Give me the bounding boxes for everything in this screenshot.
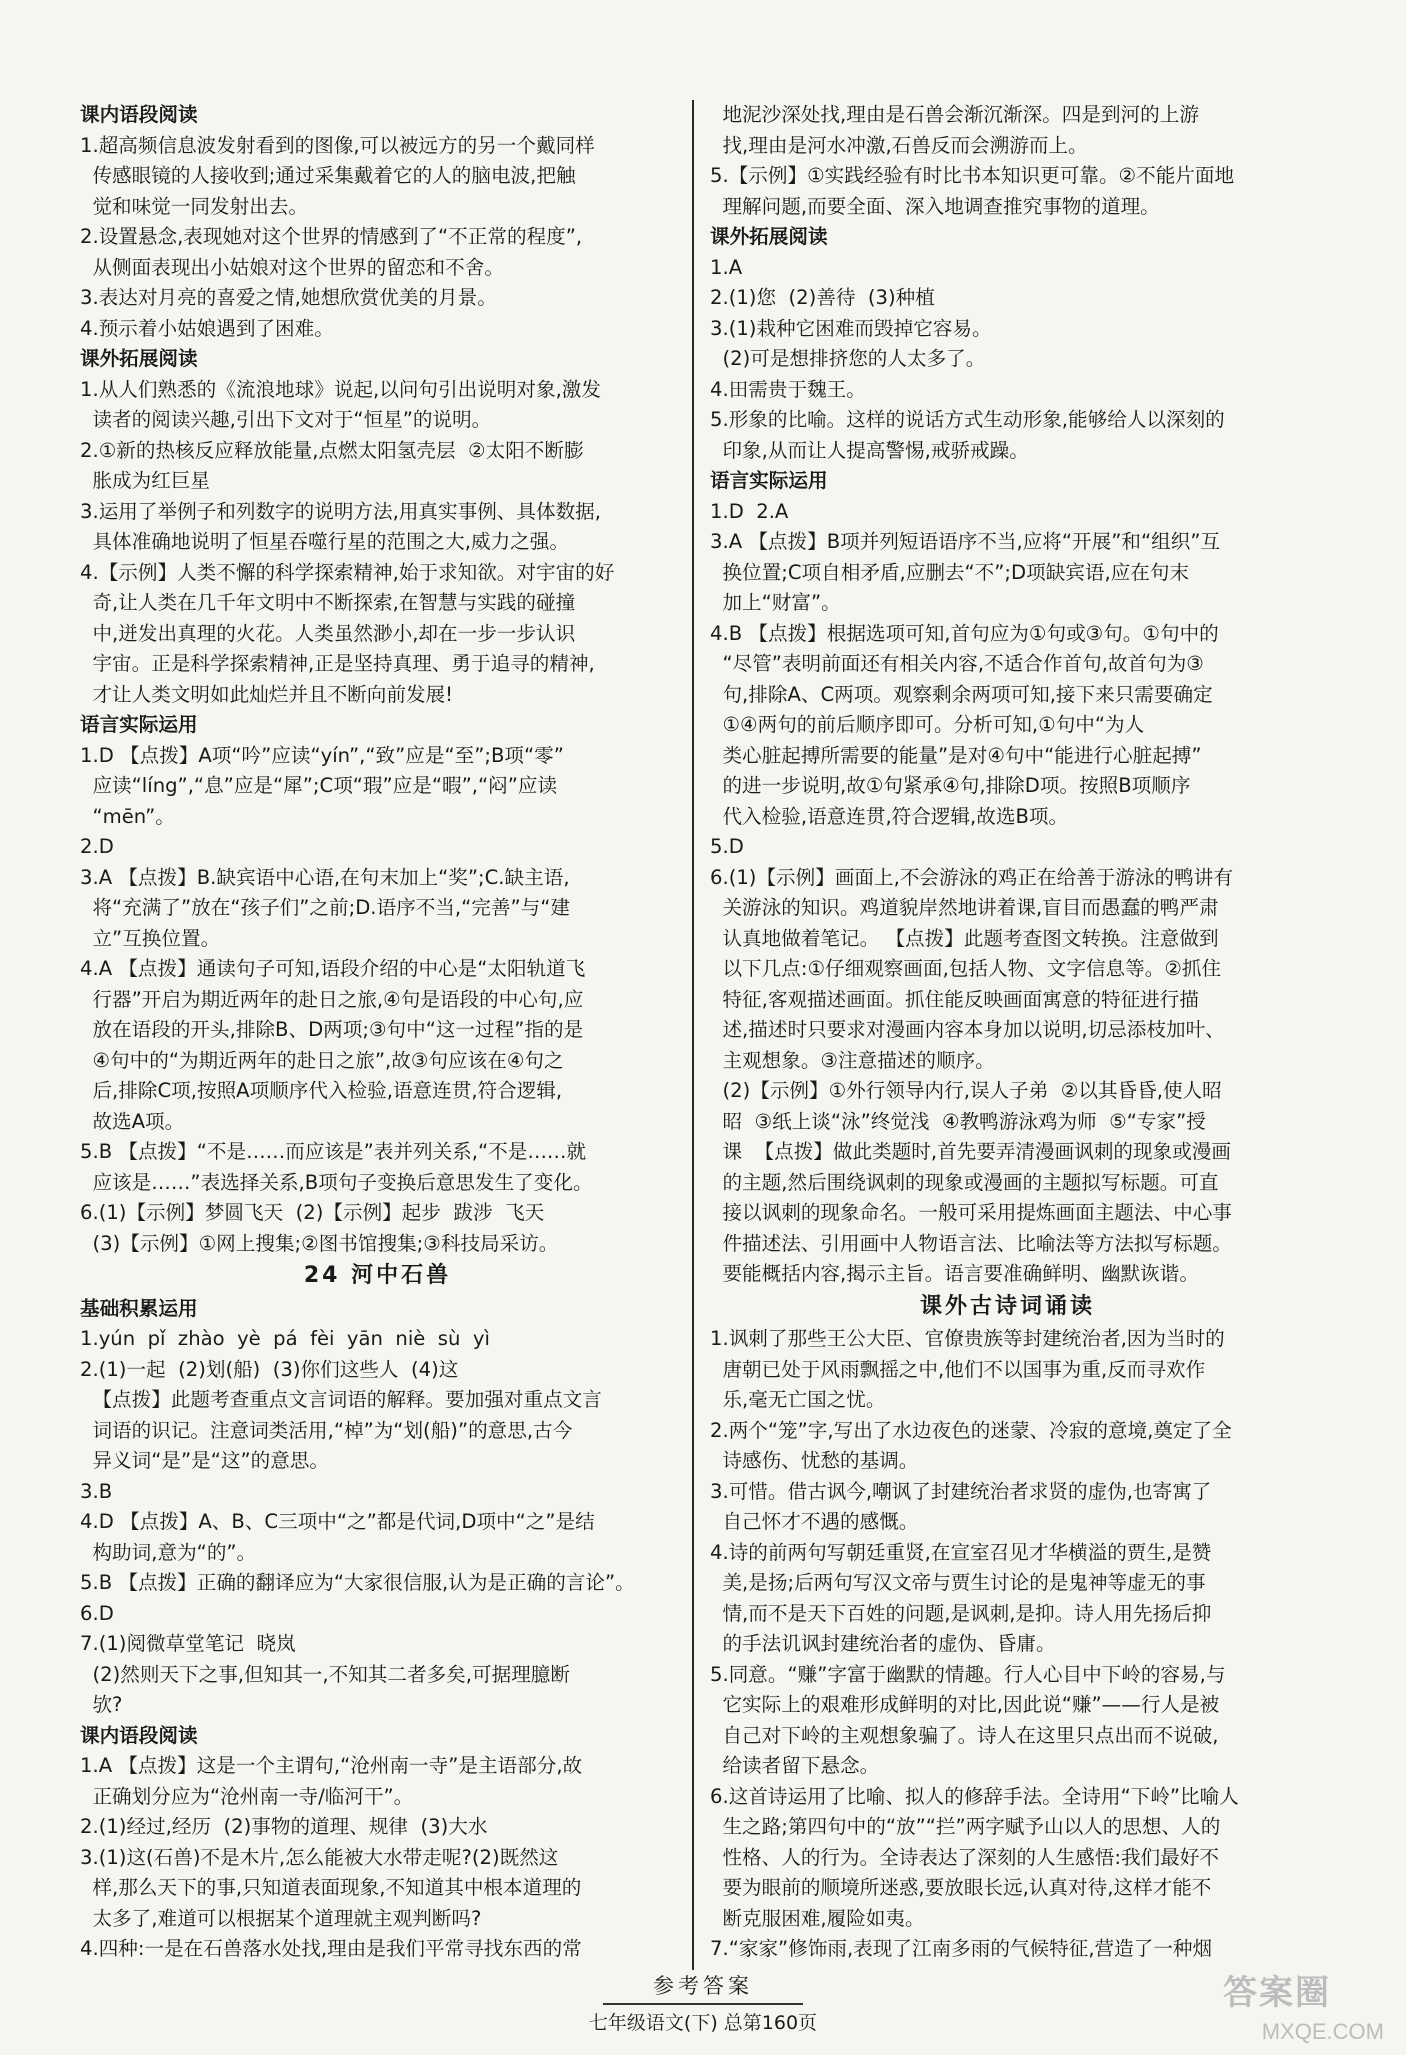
page-footer	[0, 1970, 1406, 2035]
answer-item: 4.诗的前两句写朝廷重贤,在宣室召见才华横溢的贾生,是赞 美,是扬;后两句写汉文帝与贾生讨论的是鬼神等虚无的事 情,而不是天下百姓的问题,是讽刺,是抑。诗人用先扬后抑 的手法讥讽封建统治者的虚伪、昏庸。	[710, 1540, 1212, 1655]
answer-item: 5.B 【点拨】“不是……而应该是”表并列关系,“不是……就 应该是……”表选择关系,B项句子变换后意思发生了变化。	[80, 1140, 593, 1194]
answer-item: 3.B	[80, 1479, 113, 1503]
answer-item: 4.【示例】人类不懈的科学探索精神,始于求知欲。对宇宙的好 奇,让人类在几千年文明中不断探索,在智慧与实践的碰撞 中,迸发出真理的火花。人类虽然渺小,却在一步一步认识 宇宙。正是科学探索精神,正是坚持真理、勇于追寻的精神, 才让人类文明如此灿烂并且不断向前发展!	[80, 560, 615, 706]
answer-item: 2.两个“笼”字,写出了水边夜色的迷蒙、冷寂的意境,奠定了全 诗感伤、忧愁的基调。	[710, 1418, 1232, 1472]
answer-item: 7.(1)阅微草堂笔记 晓岚 (2)然则天下之事,但知其一,不知其二者多矣,可据理臆断 欤?	[80, 1632, 570, 1716]
answer-item: 5.同意。“赚”字富于幽默的情趣。行人心目中下岭的容易,与 它实际上的艰难形成鲜明的对比,因此说“赚”——行人是被 自己对下岭的主观想象骗了。诗人在这里只点出而不说破, 给读者留下悬念。	[710, 1662, 1226, 1777]
answer-item: 3.表达对月亮的喜爱之情,她想欣赏优美的月景。	[80, 286, 497, 309]
answer-item: 3.运用了举例子和列数字的说明方法,用真实事例、具体数据, 具体准确地说明了恒星吞噬行星的范围之大,威力之强。	[80, 499, 601, 553]
answer-item: 4.D 【点拨】A、B、C三项中“之”都是代词,D项中“之”是结 构助词,意为“的”。	[80, 1510, 595, 1564]
answer-item: 7.“家家”修饰雨,表现了江南多雨的气候特征,营造了一种烟	[710, 1937, 1213, 1960]
answer-item: 5.形象的比喻。这样的说话方式生动形象,能够给人以深刻的 印象,从而让人提高警惕,戒骄戒躁。	[710, 408, 1225, 462]
answer-item: 2.①新的热核反应释放能量,点燃太阳氢壳层 ②太阳不断膨 胀成为红巨星	[80, 438, 584, 492]
section-heading: 课外拓展阅读	[710, 225, 828, 248]
footer-page-info: 七年级语文(下) 总第160页	[588, 2012, 818, 2034]
answer-item: 3.(1)这(石兽)不是木片,怎么能被大水带走呢?(2)既然这 样,那么天下的事,只知道表面现象,不知道其中根本道理的 太多了,难道可以根据某个道理就主观判断吗?	[80, 1845, 582, 1930]
answer-item: 6.D	[80, 1601, 114, 1625]
answer-item: 5.B 【点拨】正确的翻译应为“大家很信服,认为是正确的言论”。	[80, 1571, 635, 1594]
answer-item: 1.讽刺了那些王公大臣、官僚贵族等封建统治者,因为当时的 唐朝已处于风雨飘摇之中,他们不以国事为重,反而寻欢作 乐,毫无亡国之忧。	[710, 1327, 1225, 1411]
answer-item: 2.D	[80, 835, 114, 858]
answer-item: 3.(1)栽种它困难而毁掉它容易。 (2)可是想排挤您的人太多了。	[710, 316, 992, 370]
answer-item: 5.【示例】①实践经验有时比书本知识更可靠。②不能片面地 理解问题,而要全面、深入地调查推究事物的道理。	[710, 164, 1235, 218]
answer-item: 1.A	[710, 255, 743, 279]
answer-item: 1.yún pǐ zhào yè pá fèi yān niè sù yì	[80, 1327, 490, 1350]
section-heading: 语言实际运用	[80, 713, 198, 736]
answer-item: 2.(1)一起 (2)划(船) (3)你们这些人 (4)这 【点拨】此题考查重点文言词语的解释。要加强对重点文言 词语的识记。注意词类活用,“棹”为“划(船)”的意思,古今 异义词“是”是“这”的意思。	[80, 1357, 602, 1472]
answer-item: 2.设置悬念,表现她对这个世界的情感到了“不正常的程度”, 从侧面表现出小姑娘对这个世界的留恋和不舍。	[80, 225, 583, 279]
watermark-logo	[1213, 1965, 1388, 2045]
answer-item: 1.从人们熟悉的《流浪地球》说起,以问句引出说明对象,激发 读者的阅读兴趣,引出下文对于“恒星”的说明。	[80, 377, 601, 431]
section-heading: 课内语段阅读	[80, 103, 198, 126]
section-heading: 语言实际运用	[710, 469, 828, 492]
answer-item: 1.超高频信息波发射看到的图像,可以被远方的另一个戴同样 传感眼镜的人接收到;通过采集戴着它的人的脑电波,把触 觉和味觉一同发射出去。	[80, 133, 595, 218]
footer-rule	[603, 2003, 803, 2005]
watermark-url: MXQE.COM	[1261, 2019, 1384, 2044]
answer-item: 3.A 【点拨】B.缺宾语中心语,在句末加上“奖”;C.缺主语, 将“充满了”放在“孩子们”之前;D.语序不当,“完善”与“建 立”互换位置。	[80, 865, 570, 950]
unit-title: 课外古诗词诵读	[919, 1293, 1095, 1319]
answer-item: 4.A 【点拨】通读句子可知,语段介绍的中心是“太阳轨道飞 行器”开启为期近两年的赴日之旅,④句是语段的中心句,应 放在语段的开头,排除B、D两项;③句中“这一过程”指的是 ④句中的“为期近两年的赴日之旅”,故③句应该在④句之 后,排除C项,按照A项顺序代入检验,语意连贯,符合逻辑, 故选A项。	[80, 957, 586, 1133]
answer-item: 3.A 【点拨】B项并列短语语序不当,应将“开展”和“组织”互 换位置;C项自相矛盾,应删去“不”;D项缺宾语,应在句末 加上“财富”。	[710, 530, 1221, 614]
answer-item: 1.A 【点拨】这是一个主谓句,“沧州南一寺”是主语部分,故 正确划分应为“沧州南一寺/临河干”。	[80, 1754, 583, 1808]
answer-item: 2.(1)您 (2)善待 (3)种植	[710, 286, 935, 309]
answer-item: 地泥沙深处找,理由是石兽会渐沉渐深。四是到河的上游 找,理由是河水冲激,石兽反而会溯游而上。	[722, 103, 1199, 157]
answer-item: 4.田需贵于魏王。	[710, 377, 866, 401]
section-heading: 课外拓展阅读	[80, 347, 198, 370]
section-heading: 基础积累运用	[80, 1296, 198, 1320]
answer-item: 4.预示着小姑娘遇到了困难。	[80, 316, 334, 340]
answer-item: 5.D	[710, 835, 744, 858]
right-column	[710, 100, 1305, 1960]
answer-item: 3.可惜。借古讽今,嘲讽了封建统治者求贤的虚伪,也寄寓了 自己怀才不遇的感慨。	[710, 1479, 1212, 1533]
left-column	[80, 100, 675, 1960]
footer-title: 参考答案	[653, 1974, 753, 1998]
answer-item: 6.(1)【示例】梦圆飞天 (2)【示例】起步 跋涉 飞天 (3)【示例】①网上搜集;②图书馆搜集;③科技局采访。	[80, 1201, 559, 1255]
answer-item: 4.四种:一是在石兽落水处找,理由是我们平常寻找东西的常	[80, 1937, 582, 1960]
answer-item: 4.B 【点拨】根据选项可知,首句应为①句或③句。①句中的 “尽管”表明前面还有相关内容,不适合作首句,故首句为③ 句,排除A、C两项。观察剩余两项可知,接下来只需要确定 ①④两句的前后顺序即可。分析可知,①句中“为人 类心脏起搏所需要的能量”是对④句中“能进行心脏起搏” 的进一步说明,故①句紧承④句,排除D项。按照B项顺序 代入检验,语意连贯,符合逻辑,故选B项。	[710, 621, 1219, 828]
answer-item: 2.(1)经过,经历 (2)事物的道理、规律 (3)大水	[80, 1815, 488, 1838]
column-divider	[692, 100, 694, 1970]
answer-item: 1.D 2.A	[710, 499, 789, 523]
answer-item: 6.这首诗运用了比喻、拟人的修辞手法。全诗用“下岭”比喻人 生之路;第四句中的“放”“拦”两字赋予山以人的思想、人的 性格、人的行为。全诗表达了深刻的人生感悟:我们最好不 要为眼前的顺境所迷惑,要放眼长远,认真对待,这样才能不 断克服困难,履险如夷。	[710, 1784, 1239, 1930]
answer-item: 6.(1)【示例】画面上,不会游泳的鸡正在给善于游泳的鸭讲有 关游泳的知识。鸡道貌岸然地讲着课,盲目而愚蠢的鸭严肃 认真地做着笔记。 【点拨】此题考查图文转换。注意做到 以下几点:①仔细观察画面,包括人物、文字信息等。②抓住 特征,客观描述画面。抓住能反映画面寓意的特征进行描 述,描述时只要求对漫画内容本身加以说明,切忌添枝加叶、 主观想象。③注意描述的顺序。 (2)【示例】①外行领导内行,误人子弟 ②以其昏昏,使人昭 昭 ③纸上谈“泳”终觉浅 ④教鸭游泳鸡为师 ⑤“专家”授 课 【点拨】做此类题时,首先要弄清漫画讽刺的现象或漫画 的主题,然后围绕讽刺的现象或漫画的主题拟写标题。可直 接以讽刺的现象命名。一般可采用提炼画面主题法、中心事 件描述法、引用画中人物语言法、比喻法等方法拟写标题。 要能概括内容,揭示主旨。语言要准确鲜明、幽默诙谐。	[710, 865, 1233, 1285]
watermark-text: 答案圈	[1223, 1974, 1331, 2012]
unit-title: 24 河中石兽	[303, 1263, 452, 1288]
answer-item: 1.D 【点拨】A项“吟”应读“yín”,“致”应是“至”;B项“零” 应读“líng”,“息”应是“犀”;C项“瑕”应是“暇”,“闷”应读 “mēn”。	[80, 743, 564, 828]
section-heading: 课内语段阅读	[80, 1723, 198, 1747]
